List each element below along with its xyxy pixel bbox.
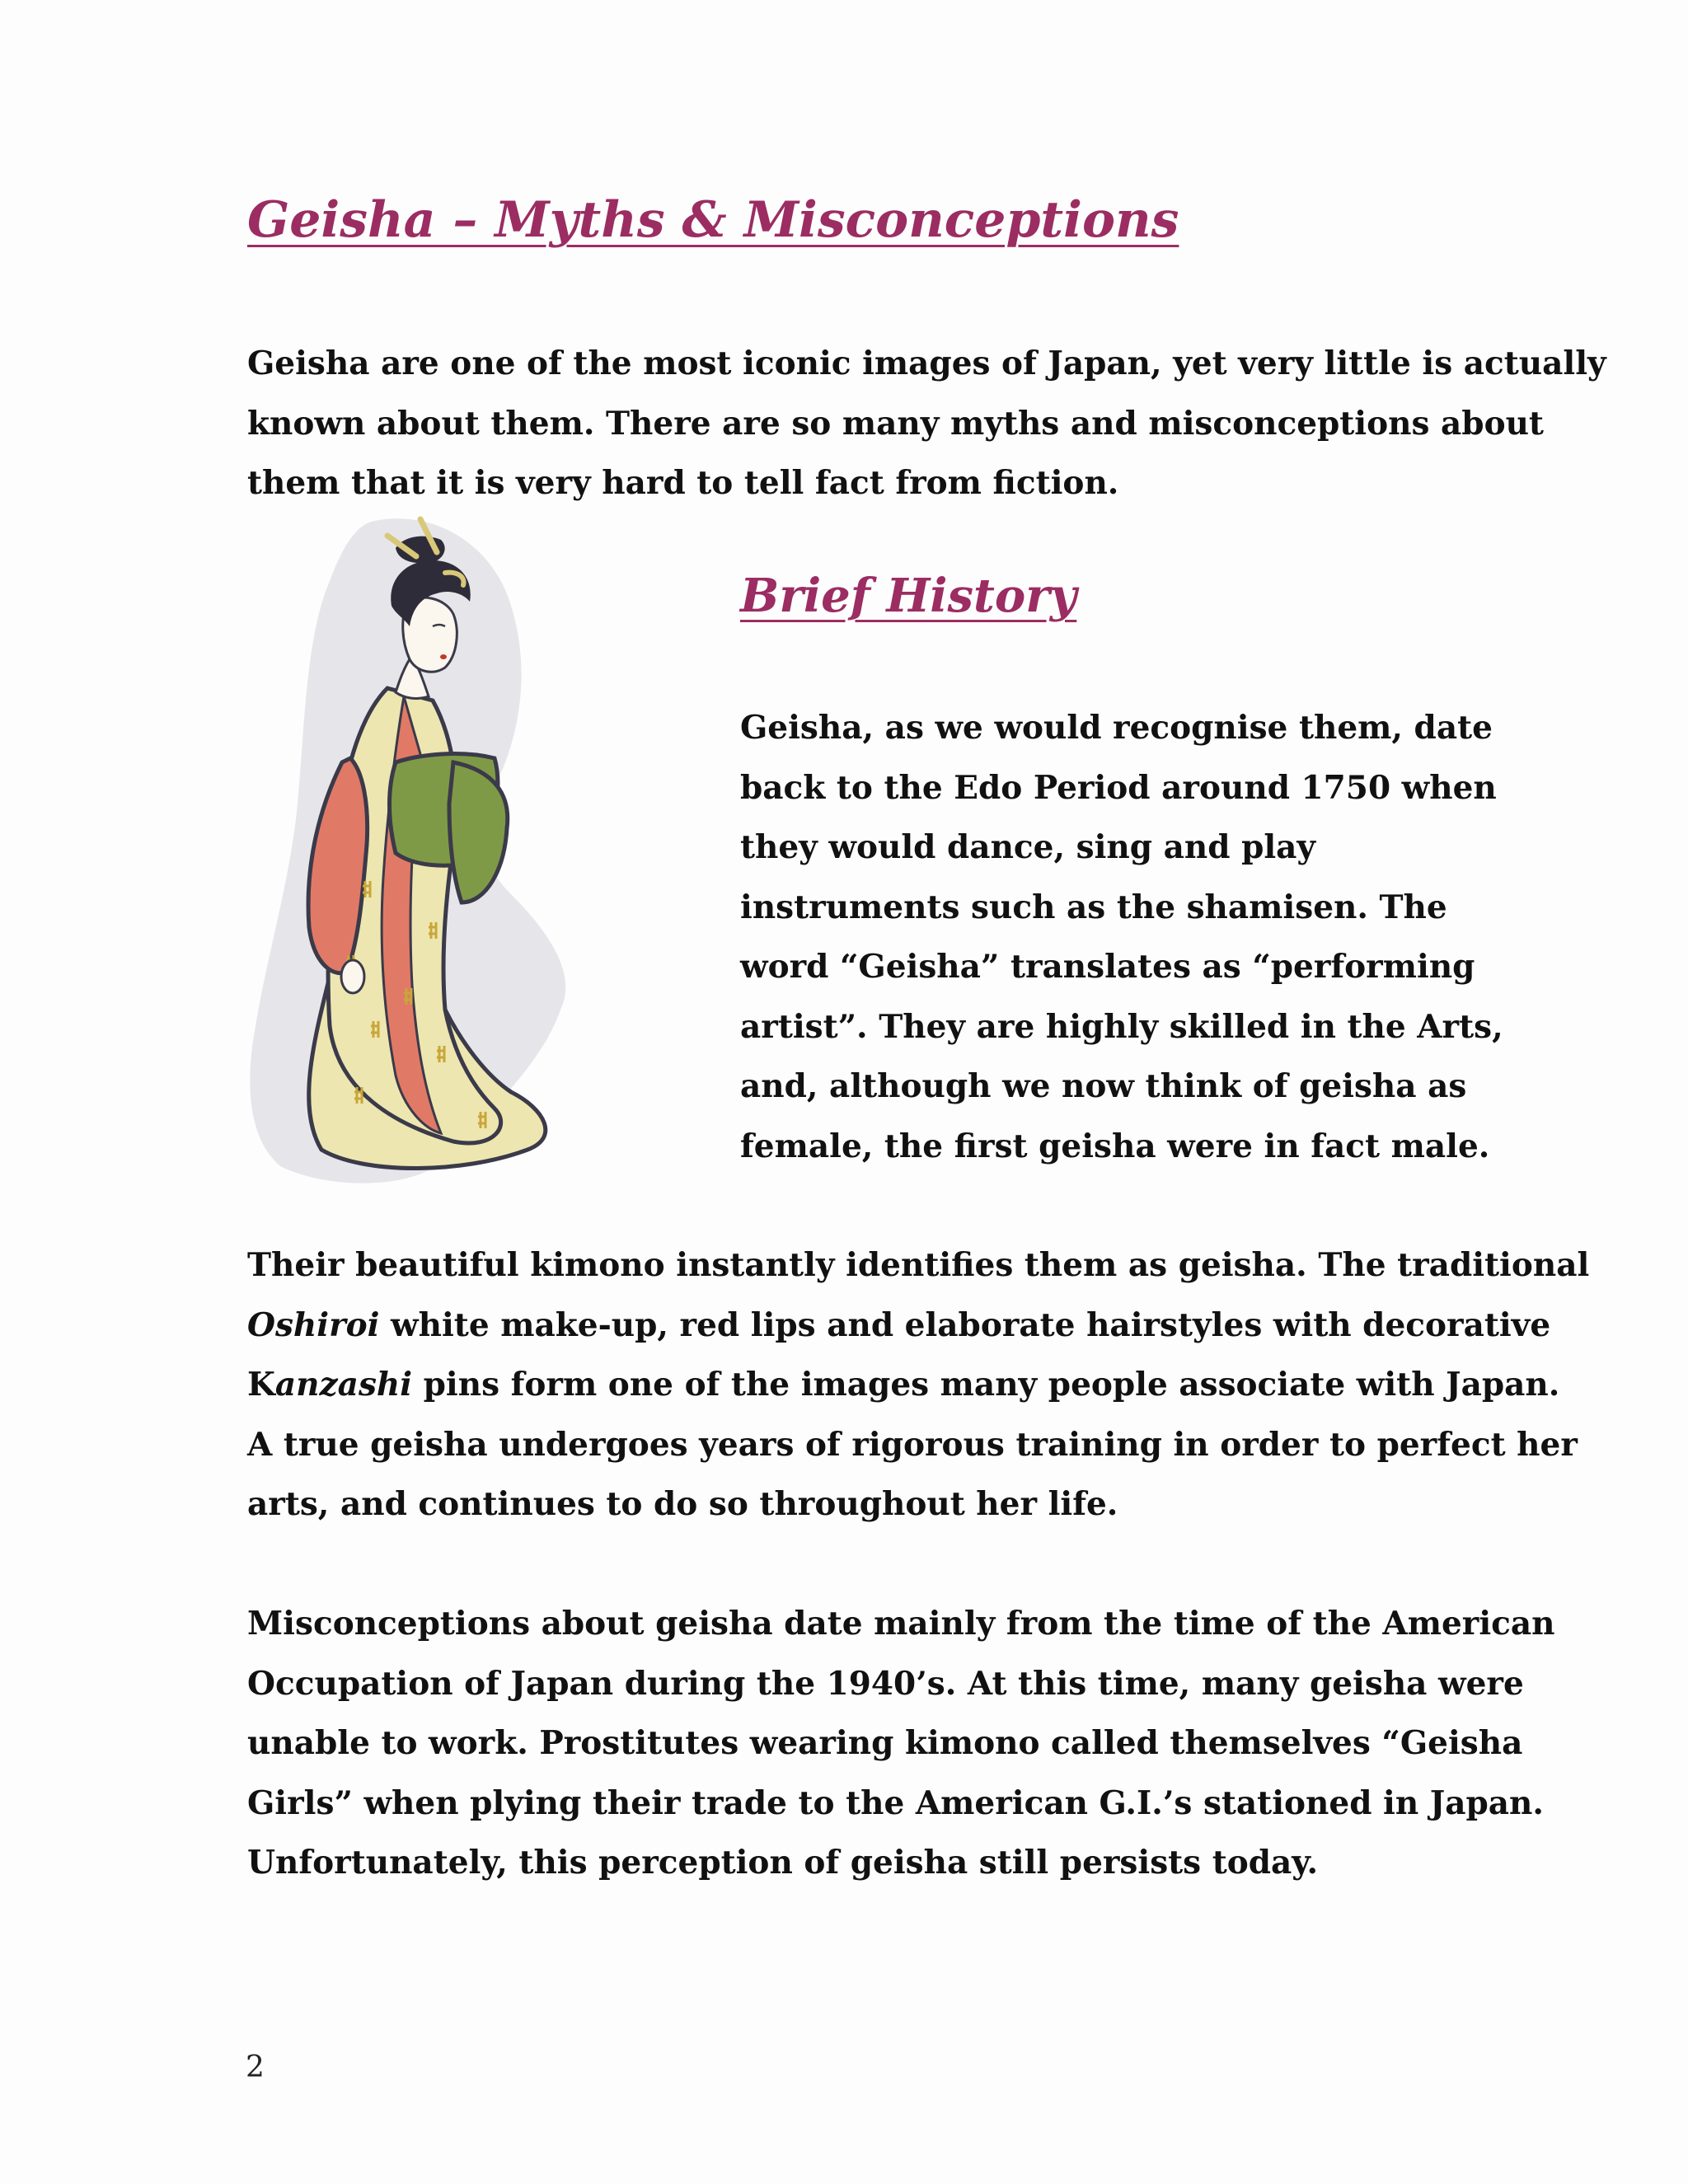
page-number: 2: [246, 2050, 265, 2084]
section-heading: Brief History: [740, 569, 1077, 623]
history-line: artist”. They are highly skilled in the Arts,: [740, 1007, 1503, 1046]
intro-paragraph: [247, 334, 1606, 513]
kimono-line: [247, 1296, 1551, 1356]
kimono-line-text: white make-up, red lips and elaborate hairstyles with decorative: [379, 1305, 1551, 1344]
kimono-line: Their beautiful kimono instantly identifies them as geisha. The traditional: [247, 1246, 1590, 1284]
oshiroi-term: Oshiroi: [247, 1305, 380, 1344]
misconceptions-line: Occupation of Japan during the 1940’s. At this time, many geisha were: [247, 1664, 1524, 1703]
history-line: instruments such as the shamisen. The: [740, 888, 1447, 926]
misconceptions-line: Unfortunately, this perception of geisha still persists today.: [247, 1844, 1319, 1882]
history-line: they would dance, sing and play: [740, 828, 1316, 866]
history-line: back to the Edo Period around 1750 when: [740, 768, 1497, 807]
kimono-line: arts, and continues to do so throughout her life.: [247, 1485, 1118, 1523]
misconceptions-line: Girls” when plying their trade to the American G.I.’s stationed in Japan.: [247, 1783, 1544, 1822]
kanzashi-term: anzashi: [274, 1366, 413, 1404]
geisha-illustration: [247, 515, 717, 1187]
misconceptions-line: Misconceptions about geisha date mainly from the time of the American: [247, 1605, 1555, 1643]
kimono-line: A true geisha undergoes years of rigorous training in order to perfect her: [247, 1425, 1578, 1464]
page-title: Geisha – Myths & Misconceptions: [247, 191, 1179, 249]
history-line: female, the first geisha were in fact male.: [740, 1127, 1490, 1165]
kimono-line-text: K: [247, 1366, 275, 1404]
intro-line: Geisha are one of the most iconic images of Japan, yet very little is actually: [247, 344, 1606, 382]
intro-line: known about them. There are so many myths and misconceptions about: [247, 404, 1544, 443]
kimono-line: [247, 1355, 1560, 1415]
kimono-line-text: pins form one of the images many people associate with Japan.: [412, 1366, 1560, 1404]
history-paragraph: [740, 698, 1503, 1176]
history-line: word “Geisha” translates as “performing: [740, 948, 1475, 986]
history-line: Geisha, as we would recognise them, date: [740, 709, 1493, 747]
lips: [440, 654, 447, 659]
history-line: and, although we now think of geisha as: [740, 1067, 1467, 1105]
intro-line: them that it is very hard to tell fact from fiction.: [247, 464, 1119, 502]
hand: [341, 960, 364, 993]
misconceptions-paragraph: [247, 1594, 1555, 1893]
misconceptions-line: unable to work. Prostitutes wearing kimono called themselves “Geisha: [247, 1724, 1523, 1762]
kimono-paragraph: [247, 1235, 1590, 1535]
